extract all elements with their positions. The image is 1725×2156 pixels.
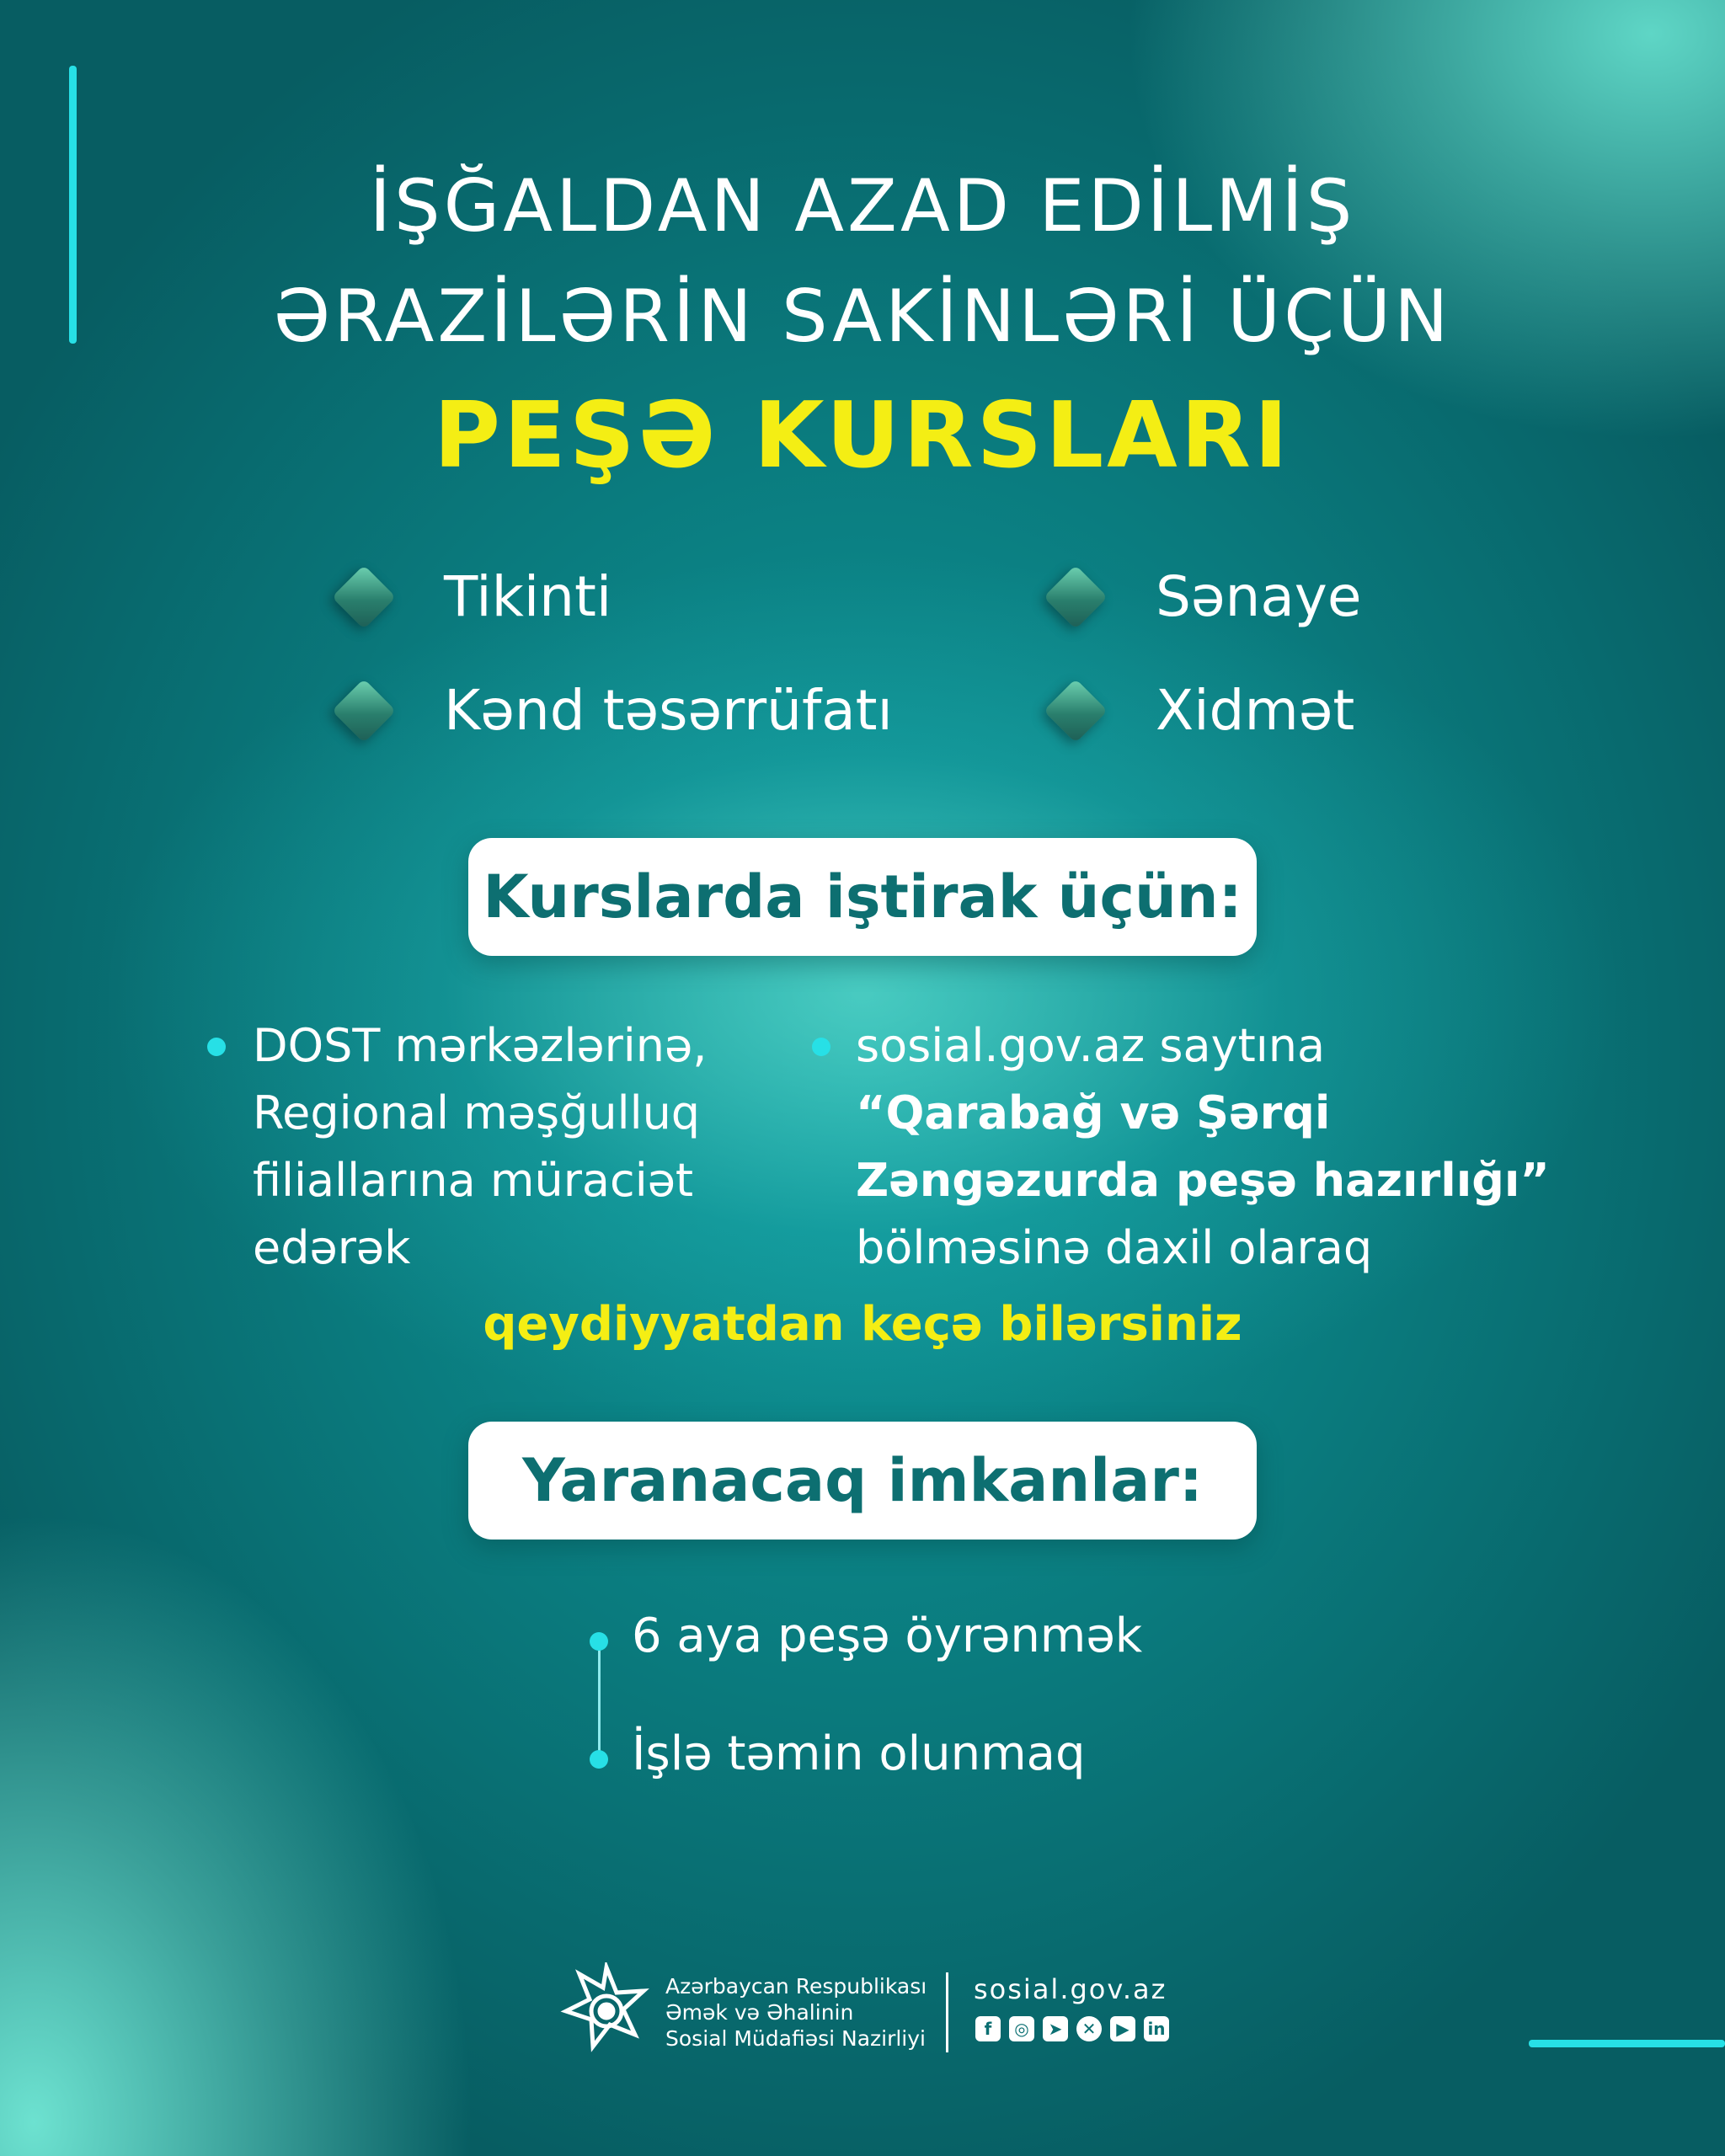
course-item [1044, 564, 1361, 629]
bullet-dot-icon [207, 1038, 226, 1056]
linkedin-icon[interactable]: in [1144, 2016, 1169, 2041]
option-line: DOST mərkəzlərinə, [253, 1019, 708, 1072]
section-name-line: “Qarabağ və Şərqi [856, 1086, 1331, 1139]
opportunity-item: İşlə təmin olunmaq [632, 1726, 1086, 1781]
title-line-2: ƏRAZİLƏRİN SAKİNLƏRİ ÜÇÜN [273, 275, 1452, 359]
diamond-bullet-icon [1044, 564, 1108, 628]
x-icon[interactable]: ✕ [1076, 2016, 1102, 2041]
section-name-line: Zəngəzurda peşə hazırlığı” [856, 1154, 1550, 1207]
bullet-dot-icon [590, 1632, 608, 1651]
diamond-bullet-icon [332, 564, 396, 628]
timeline-connector [598, 1642, 601, 1760]
option-line: Regional məşğulluq [253, 1086, 701, 1139]
course-label: Tikinti [444, 564, 612, 629]
participation-heading: Kurslarda iştirak üçün: [468, 838, 1257, 956]
course-item [333, 678, 893, 743]
footer-divider [946, 1972, 948, 2052]
accent-bar-horizontal [1529, 2040, 1725, 2047]
option-line: sosial.gov.az saytına [856, 1019, 1326, 1072]
participation-option-2 [856, 1012, 1614, 1282]
course-item [1044, 678, 1354, 743]
opportunities-heading: Yaranacaq imkanlar: [468, 1422, 1257, 1540]
option-line: filiallarına müraciət [253, 1154, 694, 1207]
ministry-line: Azərbaycan Respublikası [665, 1974, 927, 1999]
facebook-icon[interactable]: f [975, 2016, 1001, 2041]
youtube-icon[interactable]: ▶ [1110, 2016, 1135, 2041]
website-link[interactable]: sosial.gov.az [974, 1973, 1167, 2005]
diamond-bullet-icon [1044, 678, 1108, 742]
option-line: bölməsinə daxil olaraq [856, 1221, 1373, 1274]
ministry-line: Əmək və Əhalinin [665, 2000, 854, 2025]
course-item [333, 564, 611, 629]
bullet-dot-icon [590, 1750, 608, 1769]
option-line: edərək [253, 1221, 411, 1274]
course-label: Sənaye [1156, 564, 1362, 629]
headline: PEŞƏ KURSLARI [433, 383, 1292, 488]
bullet-dot-icon [812, 1038, 830, 1056]
opportunity-item: 6 aya peşə öyrənmək [632, 1609, 1143, 1663]
instagram-icon[interactable]: ◎ [1009, 2016, 1034, 2041]
ministry-line: Sosial Müdafiəsi Nazirliyi [665, 2026, 926, 2051]
diamond-bullet-icon [332, 678, 396, 742]
participation-option-1 [253, 1012, 775, 1282]
ministry-name [665, 1973, 927, 2052]
registration-note: qeydiyyatdan keçə bilərsiniz [483, 1297, 1242, 1352]
social-icons [975, 2016, 1169, 2041]
course-label: Xidmət [1156, 678, 1355, 743]
course-label: Kənd təsərrüfatı [444, 678, 893, 743]
ministry-logo-icon [556, 1962, 657, 2063]
title-line-1: İŞĞALDAN AZAD EDİLMİŞ [369, 164, 1356, 248]
telegram-icon[interactable]: ➤ [1043, 2016, 1068, 2041]
